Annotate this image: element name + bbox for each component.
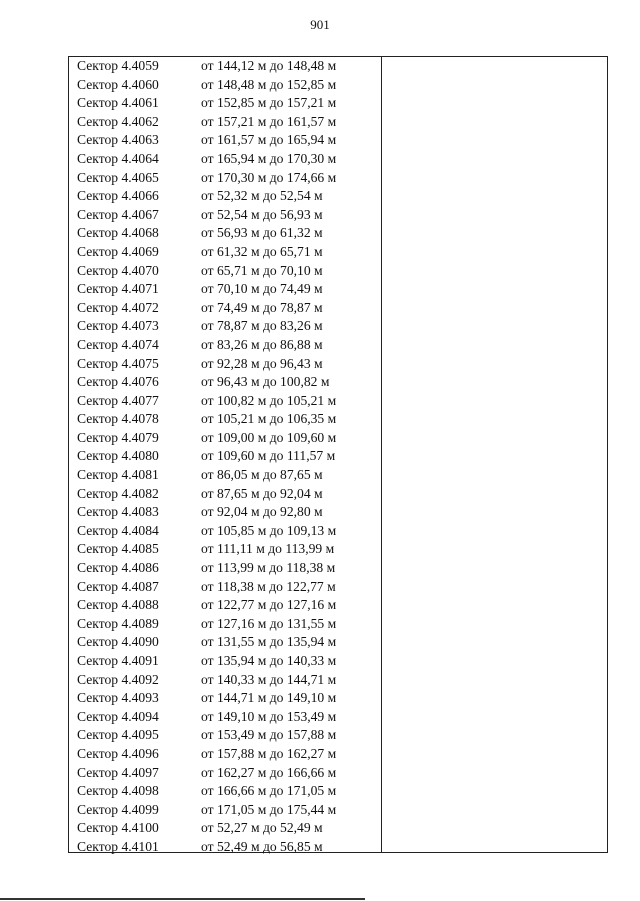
table-row	[69, 615, 607, 634]
sector-label: Сектор 4.4092	[77, 671, 159, 687]
sector-range: от 100,82 м до 105,21 м	[201, 392, 337, 408]
table-rows	[69, 57, 607, 857]
sector-label: Сектор 4.4062	[77, 113, 159, 129]
sector-range: от 131,55 м до 135,94 м	[201, 634, 337, 650]
sector-label: Сектор 4.4075	[77, 355, 159, 371]
sector-range: от 127,16 м до 131,55 м	[201, 615, 337, 631]
sector-range: от 52,32 м до 52,54 м	[201, 188, 323, 204]
sector-label: Сектор 4.4059	[77, 58, 159, 73]
table-row	[69, 280, 607, 299]
table-row	[69, 94, 607, 113]
sector-range: от 170,30 м до 174,66 м	[201, 169, 337, 185]
sector-range: от 152,85 м до 157,21 м	[201, 95, 337, 111]
sector-label: Сектор 4.4064	[77, 150, 159, 166]
sector-range: от 111,11 м до 113,99 м	[201, 541, 335, 557]
table-row	[69, 76, 607, 95]
table-row	[69, 113, 607, 132]
sector-label: Сектор 4.4069	[77, 243, 159, 259]
sector-label: Сектор 4.4076	[77, 374, 159, 390]
sector-range: от 162,27 м до 166,66 м	[201, 764, 337, 780]
table-row	[69, 726, 607, 745]
sector-range: от 135,94 м до 140,33 м	[201, 653, 337, 668]
table-row	[69, 187, 607, 206]
sector-range: от 105,85 м до 109,13 м	[201, 522, 337, 538]
sector-range: от 149,10 м до 153,49 м	[201, 708, 337, 724]
sector-label: Сектор 4.4074	[77, 336, 159, 352]
sector-label: Сектор 4.4083	[77, 504, 159, 520]
table-row	[69, 206, 607, 225]
table-row	[69, 57, 607, 76]
sector-label: Сектор 4.4081	[77, 467, 159, 483]
sector-range: от 161,57 м до 165,94 м	[201, 132, 337, 148]
table-row	[69, 708, 607, 727]
table-row	[69, 838, 607, 857]
table-row	[69, 392, 607, 411]
table-row	[69, 540, 607, 559]
sector-label: Сектор 4.4071	[77, 281, 159, 297]
table-row	[69, 466, 607, 485]
sector-label: Сектор 4.4080	[77, 448, 159, 464]
sector-label: Сектор 4.4078	[77, 411, 159, 427]
sector-range: от 140,33 м до 144,71 м	[201, 671, 337, 687]
sector-range: от 166,66 м до 171,05 м	[201, 783, 337, 799]
sector-range: от 87,65 м до 92,04 м	[201, 485, 323, 501]
sector-label: Сектор 4.4060	[77, 76, 159, 92]
table-row	[69, 224, 607, 243]
sector-range: от 153,49 м до 157,88 м	[201, 727, 337, 743]
table-row	[69, 410, 607, 429]
sector-range: от 74,49 м до 78,87 м	[201, 299, 323, 315]
bottom-rule	[0, 898, 365, 900]
sector-label: Сектор 4.4100	[77, 820, 159, 836]
sector-range: от 165,94 м до 170,30 м	[201, 150, 337, 166]
sector-range: от 171,05 м до 175,44 м	[201, 801, 337, 817]
sector-range: от 86,05 м до 87,65 м	[201, 467, 323, 483]
sector-label: Сектор 4.4061	[77, 95, 159, 111]
sector-label: Сектор 4.4065	[77, 169, 159, 185]
sector-label: Сектор 4.4094	[77, 708, 159, 724]
sector-label: Сектор 4.4067	[77, 206, 159, 222]
sector-range: от 65,71 м до 70,10 м	[201, 262, 323, 278]
table-row	[69, 447, 607, 466]
sector-range: от 113,99 м до 118,38 м	[201, 560, 336, 576]
sector-range: от 83,26 м до 86,88 м	[201, 336, 323, 352]
sector-label: Сектор 4.4079	[77, 429, 159, 445]
table-row	[69, 633, 607, 652]
table-row	[69, 131, 607, 150]
sector-range: от 157,21 м до 161,57 м	[201, 113, 337, 129]
sector-label: Сектор 4.4091	[77, 653, 159, 668]
table-row	[69, 317, 607, 336]
sector-label: Сектор 4.4089	[77, 615, 159, 631]
sector-range: от 144,71 м до 149,10 м	[201, 690, 337, 706]
table-row	[69, 429, 607, 448]
sector-label: Сектор 4.4072	[77, 299, 159, 315]
sector-range: от 109,60 м до 111,57 м	[201, 448, 336, 464]
sector-label: Сектор 4.4099	[77, 801, 159, 817]
table-row	[69, 578, 607, 597]
sector-label: Сектор 4.4097	[77, 764, 159, 780]
table-row	[69, 782, 607, 801]
sector-range: от 52,49 м до 56,85 м	[201, 838, 323, 854]
sector-label: Сектор 4.4077	[77, 392, 159, 408]
sector-label: Сектор 4.4087	[77, 578, 159, 594]
sector-range: от 61,32 м до 65,71 м	[201, 243, 323, 259]
table-row	[69, 522, 607, 541]
table-row	[69, 689, 607, 708]
page-number: 901	[310, 17, 330, 32]
sector-label: Сектор 4.4070	[77, 262, 159, 278]
sector-range: от 144,12 м до 148,48 м	[201, 58, 337, 73]
table-row	[69, 652, 607, 671]
sector-label: Сектор 4.4086	[77, 560, 159, 576]
sector-label: Сектор 4.4073	[77, 318, 159, 334]
sector-label: Сектор 4.4082	[77, 485, 159, 501]
sector-range: от 52,27 м до 52,49 м	[201, 820, 323, 836]
sector-label: Сектор 4.4063	[77, 132, 159, 148]
sector-range: от 148,48 м до 152,85 м	[201, 76, 337, 92]
sector-range: от 56,93 м до 61,32 м	[201, 225, 323, 241]
sector-range: от 122,77 м до 127,16 м	[201, 597, 337, 613]
table-row	[69, 169, 607, 188]
table-row	[69, 764, 607, 783]
sector-range: от 105,21 м до 106,35 м	[201, 411, 337, 427]
sector-label: Сектор 4.4101	[77, 838, 159, 854]
sector-range: от 70,10 м до 74,49 м	[201, 281, 323, 297]
sector-range: от 92,28 м до 96,43 м	[201, 355, 323, 371]
table-row	[69, 336, 607, 355]
table-row	[69, 745, 607, 764]
table-row	[69, 503, 607, 522]
table-row	[69, 243, 607, 262]
sector-label: Сектор 4.4066	[77, 188, 159, 204]
sector-range: от 109,00 м до 109,60 м	[201, 429, 337, 445]
sector-label: Сектор 4.4088	[77, 597, 159, 613]
table-row	[69, 373, 607, 392]
sector-range: от 92,04 м до 92,80 м	[201, 504, 323, 520]
sector-label: Сектор 4.4085	[77, 541, 159, 557]
table-row	[69, 559, 607, 578]
table-row	[69, 819, 607, 838]
table-row	[69, 596, 607, 615]
table-row	[69, 671, 607, 690]
sector-table	[68, 56, 608, 853]
table-row	[69, 299, 607, 318]
sector-range: от 157,88 м до 162,27 м	[201, 745, 337, 761]
sector-range: от 78,87 м до 83,26 м	[201, 318, 323, 334]
table-row	[69, 485, 607, 504]
table-row	[69, 262, 607, 281]
sector-label: Сектор 4.4084	[77, 522, 159, 538]
sector-label: Сектор 4.4093	[77, 690, 159, 706]
sector-label: Сектор 4.4090	[77, 634, 159, 650]
sector-range: от 52,54 м до 56,93 м	[201, 206, 323, 222]
sector-label: Сектор 4.4095	[77, 727, 159, 743]
sector-range: от 118,38 м до 122,77 м	[201, 578, 336, 594]
table-row	[69, 801, 607, 820]
table-row	[69, 150, 607, 169]
table-row	[69, 355, 607, 374]
sector-label: Сектор 4.4068	[77, 225, 159, 241]
sector-range: от 96,43 м до 100,82 м	[201, 374, 330, 390]
sector-label: Сектор 4.4096	[77, 745, 159, 761]
sector-label: Сектор 4.4098	[77, 783, 159, 799]
